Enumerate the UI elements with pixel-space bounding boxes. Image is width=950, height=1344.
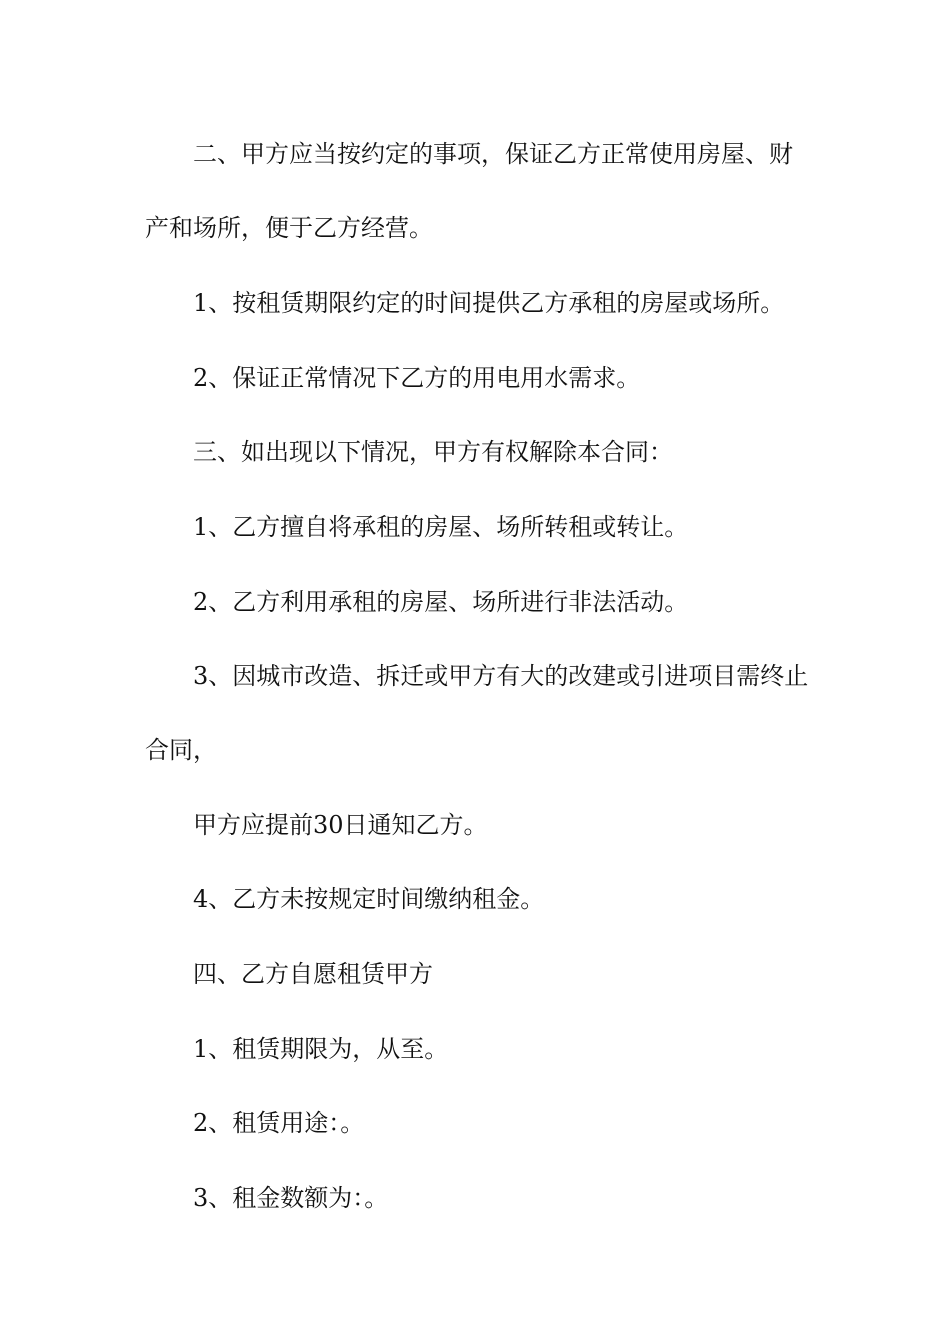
paragraph-4-item-1: 1、租赁期限为，从至。: [193, 1035, 449, 1063]
paragraph-3-item-3-line-2: 合同，: [145, 736, 217, 764]
paragraph-2-item-2: 2、保证正常情况下乙方的用电用水需求。: [193, 364, 641, 392]
paragraph-section-2-line-1: 二、甲方应当按约定的事项，保证乙方正常使用房屋、财: [193, 140, 793, 168]
paragraph-3-item-1: 1、乙方擅自将承租的房屋、场所转租或转让。: [193, 513, 689, 541]
paragraph-4-item-2: 2、租赁用途：。: [193, 1109, 365, 1137]
paragraph-3-item-2: 2、乙方利用承租的房屋、场所进行非法活动。: [193, 588, 689, 616]
paragraph-3-item-3-line-1: 3、因城市改造、拆迁或甲方有大的改建或引进项目需终止: [193, 662, 809, 690]
paragraph-section-2-line-2: 产和场所，便于乙方经营。: [145, 214, 433, 242]
paragraph-section-3: 三、如出现以下情况，甲方有权解除本合同：: [193, 438, 673, 466]
paragraph-3-item-4: 4、乙方未按规定时间缴纳租金。: [193, 885, 545, 913]
paragraph-3-item-3-note: 甲方应提前30日通知乙方。: [193, 811, 488, 839]
paragraph-4-item-3: 3、租金数额为：。: [193, 1184, 389, 1212]
paragraph-section-4: 四、乙方自愿租赁甲方: [193, 960, 433, 988]
paragraph-2-item-1: 1、按租赁期限约定的时间提供乙方承租的房屋或场所。: [193, 289, 785, 317]
